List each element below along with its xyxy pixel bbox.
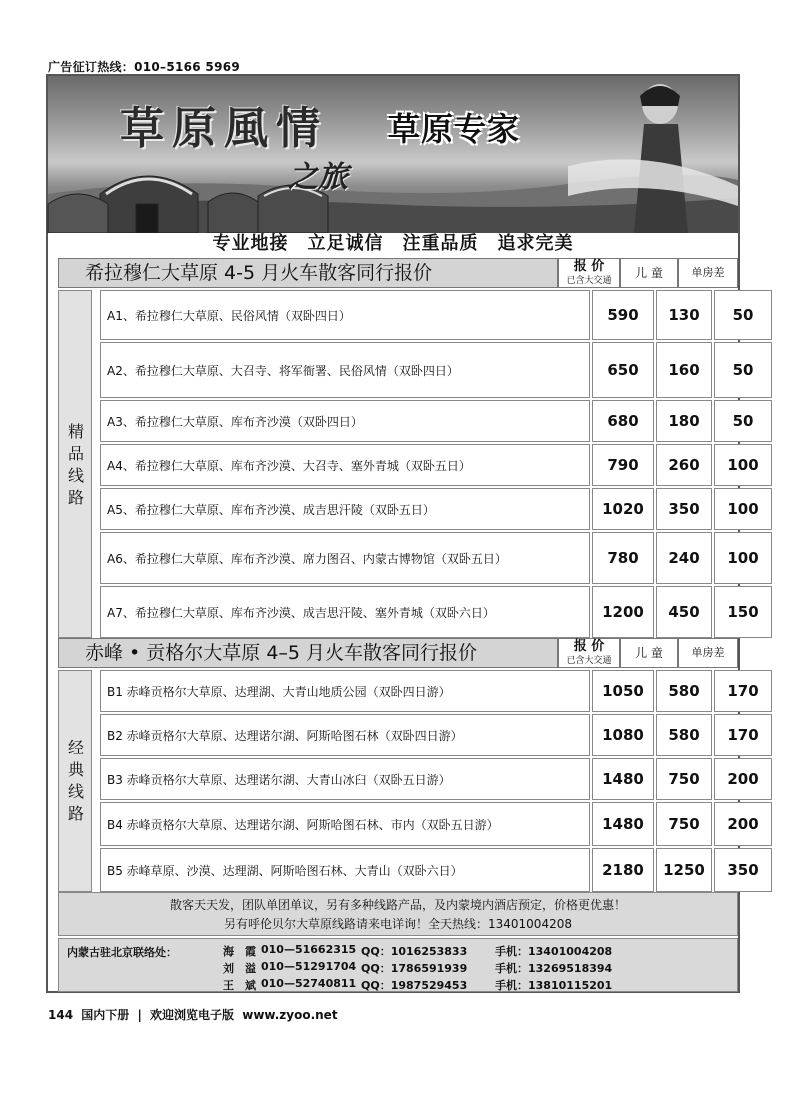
contact-tel: 010—51662315: [261, 943, 357, 956]
footer-divider: |: [137, 1008, 142, 1022]
route-name: A6、希拉穆仁大草原、库布齐沙漠、席力图召、内蒙古博物馆（双卧五日）: [100, 532, 590, 584]
route-price: 1080: [592, 714, 654, 756]
footer-section: 国内下册: [81, 1008, 130, 1022]
yurt-2: [48, 194, 108, 233]
single-room-price: 150: [714, 586, 772, 638]
contact-name: 海 霞: [223, 945, 256, 958]
table-row: [92, 290, 754, 340]
section2-title: 赤峰 • 贡格尔大草原 4–5 月火车散客同行报价: [58, 638, 558, 668]
contact-row: [59, 977, 739, 994]
single-room-price: 350: [714, 848, 772, 892]
section1-title: 希拉穆仁大草原 4-5 月火车散客同行报价: [58, 258, 558, 288]
note-line-2: 另有呼伦贝尔大草原线路请来电详询！全天热线：13401004208: [224, 917, 572, 931]
table-row: [92, 848, 759, 892]
slogan: 专业地接 立足诚信 注重品质 追求完美: [48, 233, 738, 255]
contact-label: 内蒙古驻北京联络处：: [67, 946, 177, 959]
contact-row: [59, 960, 739, 977]
child-header: 儿 童: [620, 258, 678, 288]
single-room-price: 170: [714, 714, 772, 756]
child-price: 260: [656, 444, 712, 486]
banner-subtitle: 之旅: [288, 160, 348, 195]
price-header: 报 价 已含大交通: [558, 638, 620, 668]
contact-qq: QQ：1987529453: [361, 979, 468, 992]
single-room-price: 100: [714, 488, 772, 530]
child-price: 580: [656, 670, 712, 712]
single-room-header: 单房差: [678, 638, 738, 668]
page-number: 144: [48, 1008, 74, 1022]
route-price: 590: [592, 290, 654, 340]
route-price: 790: [592, 444, 654, 486]
route-name: A7、希拉穆仁大草原、库布齐沙漠、成吉思汗陵、塞外青城（双卧六日）: [100, 586, 590, 638]
contact-qq: QQ：1786591939: [361, 962, 468, 975]
route-name: B1 赤峰贡格尔大草原、达理湖、大青山地质公园（双卧四日游）: [100, 670, 590, 712]
route-price: 1480: [592, 758, 654, 800]
route-name: A1、希拉穆仁大草原、民俗风情（双卧四日）: [100, 290, 590, 340]
single-room-price: 200: [714, 802, 772, 846]
route-name: B5 赤峰草原、沙漠、达理湖、阿斯哈图石林、大青山（双卧六日）: [100, 848, 590, 892]
table-row: [92, 758, 759, 800]
child-price: 240: [656, 532, 712, 584]
top-hotline: 广告征订热线：010–5166 5969: [48, 60, 241, 74]
footer-text: 欢迎浏览电子版: [150, 1008, 235, 1022]
side-char: 品: [67, 444, 84, 463]
table-row: [92, 714, 759, 756]
section1-side-label: [58, 290, 92, 638]
child-price: 450: [656, 586, 712, 638]
child-price: 750: [656, 802, 712, 846]
child-price: 750: [656, 758, 712, 800]
route-name: A4、希拉穆仁大草原、库布齐沙漠、大召寺、塞外青城（双卧五日）: [100, 444, 590, 486]
route-name: A5、希拉穆仁大草原、库布齐沙漠、成吉思汗陵（双卧五日）: [100, 488, 590, 530]
single-room-price: 200: [714, 758, 772, 800]
contact-box: [58, 938, 738, 992]
side-char: 经: [67, 738, 84, 757]
single-room-price: 50: [714, 290, 772, 340]
contact-row: [59, 943, 739, 960]
side-char: 精: [67, 422, 84, 441]
route-name: B2 赤峰贡格尔大草原、达理诺尔湖、阿斯哈图石林（双卧四日游）: [100, 714, 590, 756]
contact-tel: 010—51291704: [261, 960, 357, 973]
yurt-1: [100, 176, 198, 233]
side-char: 线: [67, 782, 84, 801]
child-price: 160: [656, 342, 712, 398]
route-name: B4 赤峰贡格尔大草原、达理诺尔湖、阿斯哈图石林、市内（双卧五日游）: [100, 802, 590, 846]
note-line-1: 散客天天发，团队单团单议，另有多种线路产品，及内蒙境内酒店预定，价格更优惠！: [169, 898, 626, 912]
child-price: 130: [656, 290, 712, 340]
child-price: 180: [656, 400, 712, 442]
section2-header: [58, 638, 738, 668]
child-header: 儿 童: [620, 638, 678, 668]
advert-frame: [46, 74, 759, 993]
note-box: [58, 892, 738, 936]
table-row: [92, 444, 759, 486]
side-char: 路: [67, 804, 84, 823]
single-room-price: 50: [714, 400, 772, 442]
section1-header: [58, 258, 738, 288]
route-name: A3、希拉穆仁大草原、库布齐沙漠（双卧四日）: [100, 400, 590, 442]
contact-qq: QQ：1016253833: [361, 945, 468, 958]
banner-expert: 草原专家: [388, 110, 521, 148]
banner: [48, 76, 738, 233]
route-price: 2180: [592, 848, 654, 892]
route-price: 1200: [592, 586, 654, 638]
side-char: 线: [67, 466, 84, 485]
table-row: [92, 670, 759, 712]
route-name: A2、希拉穆仁大草原、大召寺、将军衙署、民俗风情（双卧四日）: [100, 342, 590, 398]
single-room-price: 50: [714, 342, 772, 398]
route-price: 680: [592, 400, 654, 442]
route-price: 650: [592, 342, 654, 398]
child-price: 1250: [656, 848, 712, 892]
contact-name: 刘 溢: [223, 962, 256, 975]
price-header: 报 价 已含大交通: [558, 258, 620, 288]
single-room-header: 单房差: [678, 258, 738, 288]
table-row: [92, 400, 754, 442]
contact-tel: 010—52740811: [261, 977, 357, 990]
single-room-price: 100: [714, 444, 772, 486]
page-footer: [48, 1006, 342, 1023]
child-price: 580: [656, 714, 712, 756]
route-price: 1480: [592, 802, 654, 846]
section2-side-label: [58, 670, 92, 892]
child-price: 350: [656, 488, 712, 530]
route-name: B3 赤峰贡格尔大草原、达理诺尔湖、大青山冰臼（双卧五日游）: [100, 758, 590, 800]
side-char: 路: [67, 488, 84, 507]
contact-mobile: 手机：13401004208: [495, 945, 613, 958]
contact-mobile: 手机：13269518394: [495, 962, 613, 975]
contact-name: 王 斌: [223, 979, 256, 992]
table-row: [92, 586, 759, 638]
route-price: 1020: [592, 488, 654, 530]
table-row: [92, 802, 759, 846]
table-row: [92, 532, 759, 584]
single-room-price: 170: [714, 670, 772, 712]
contact-mobile: 手机：13810115201: [495, 979, 613, 992]
route-price: 1050: [592, 670, 654, 712]
table-row: [92, 342, 754, 398]
footer-url[interactable]: www.zyoo.net: [242, 1008, 338, 1022]
side-char: 典: [67, 760, 84, 779]
banner-title: 草原風情: [120, 103, 328, 154]
route-price: 780: [592, 532, 654, 584]
table-row: [92, 488, 759, 530]
single-room-price: 100: [714, 532, 772, 584]
